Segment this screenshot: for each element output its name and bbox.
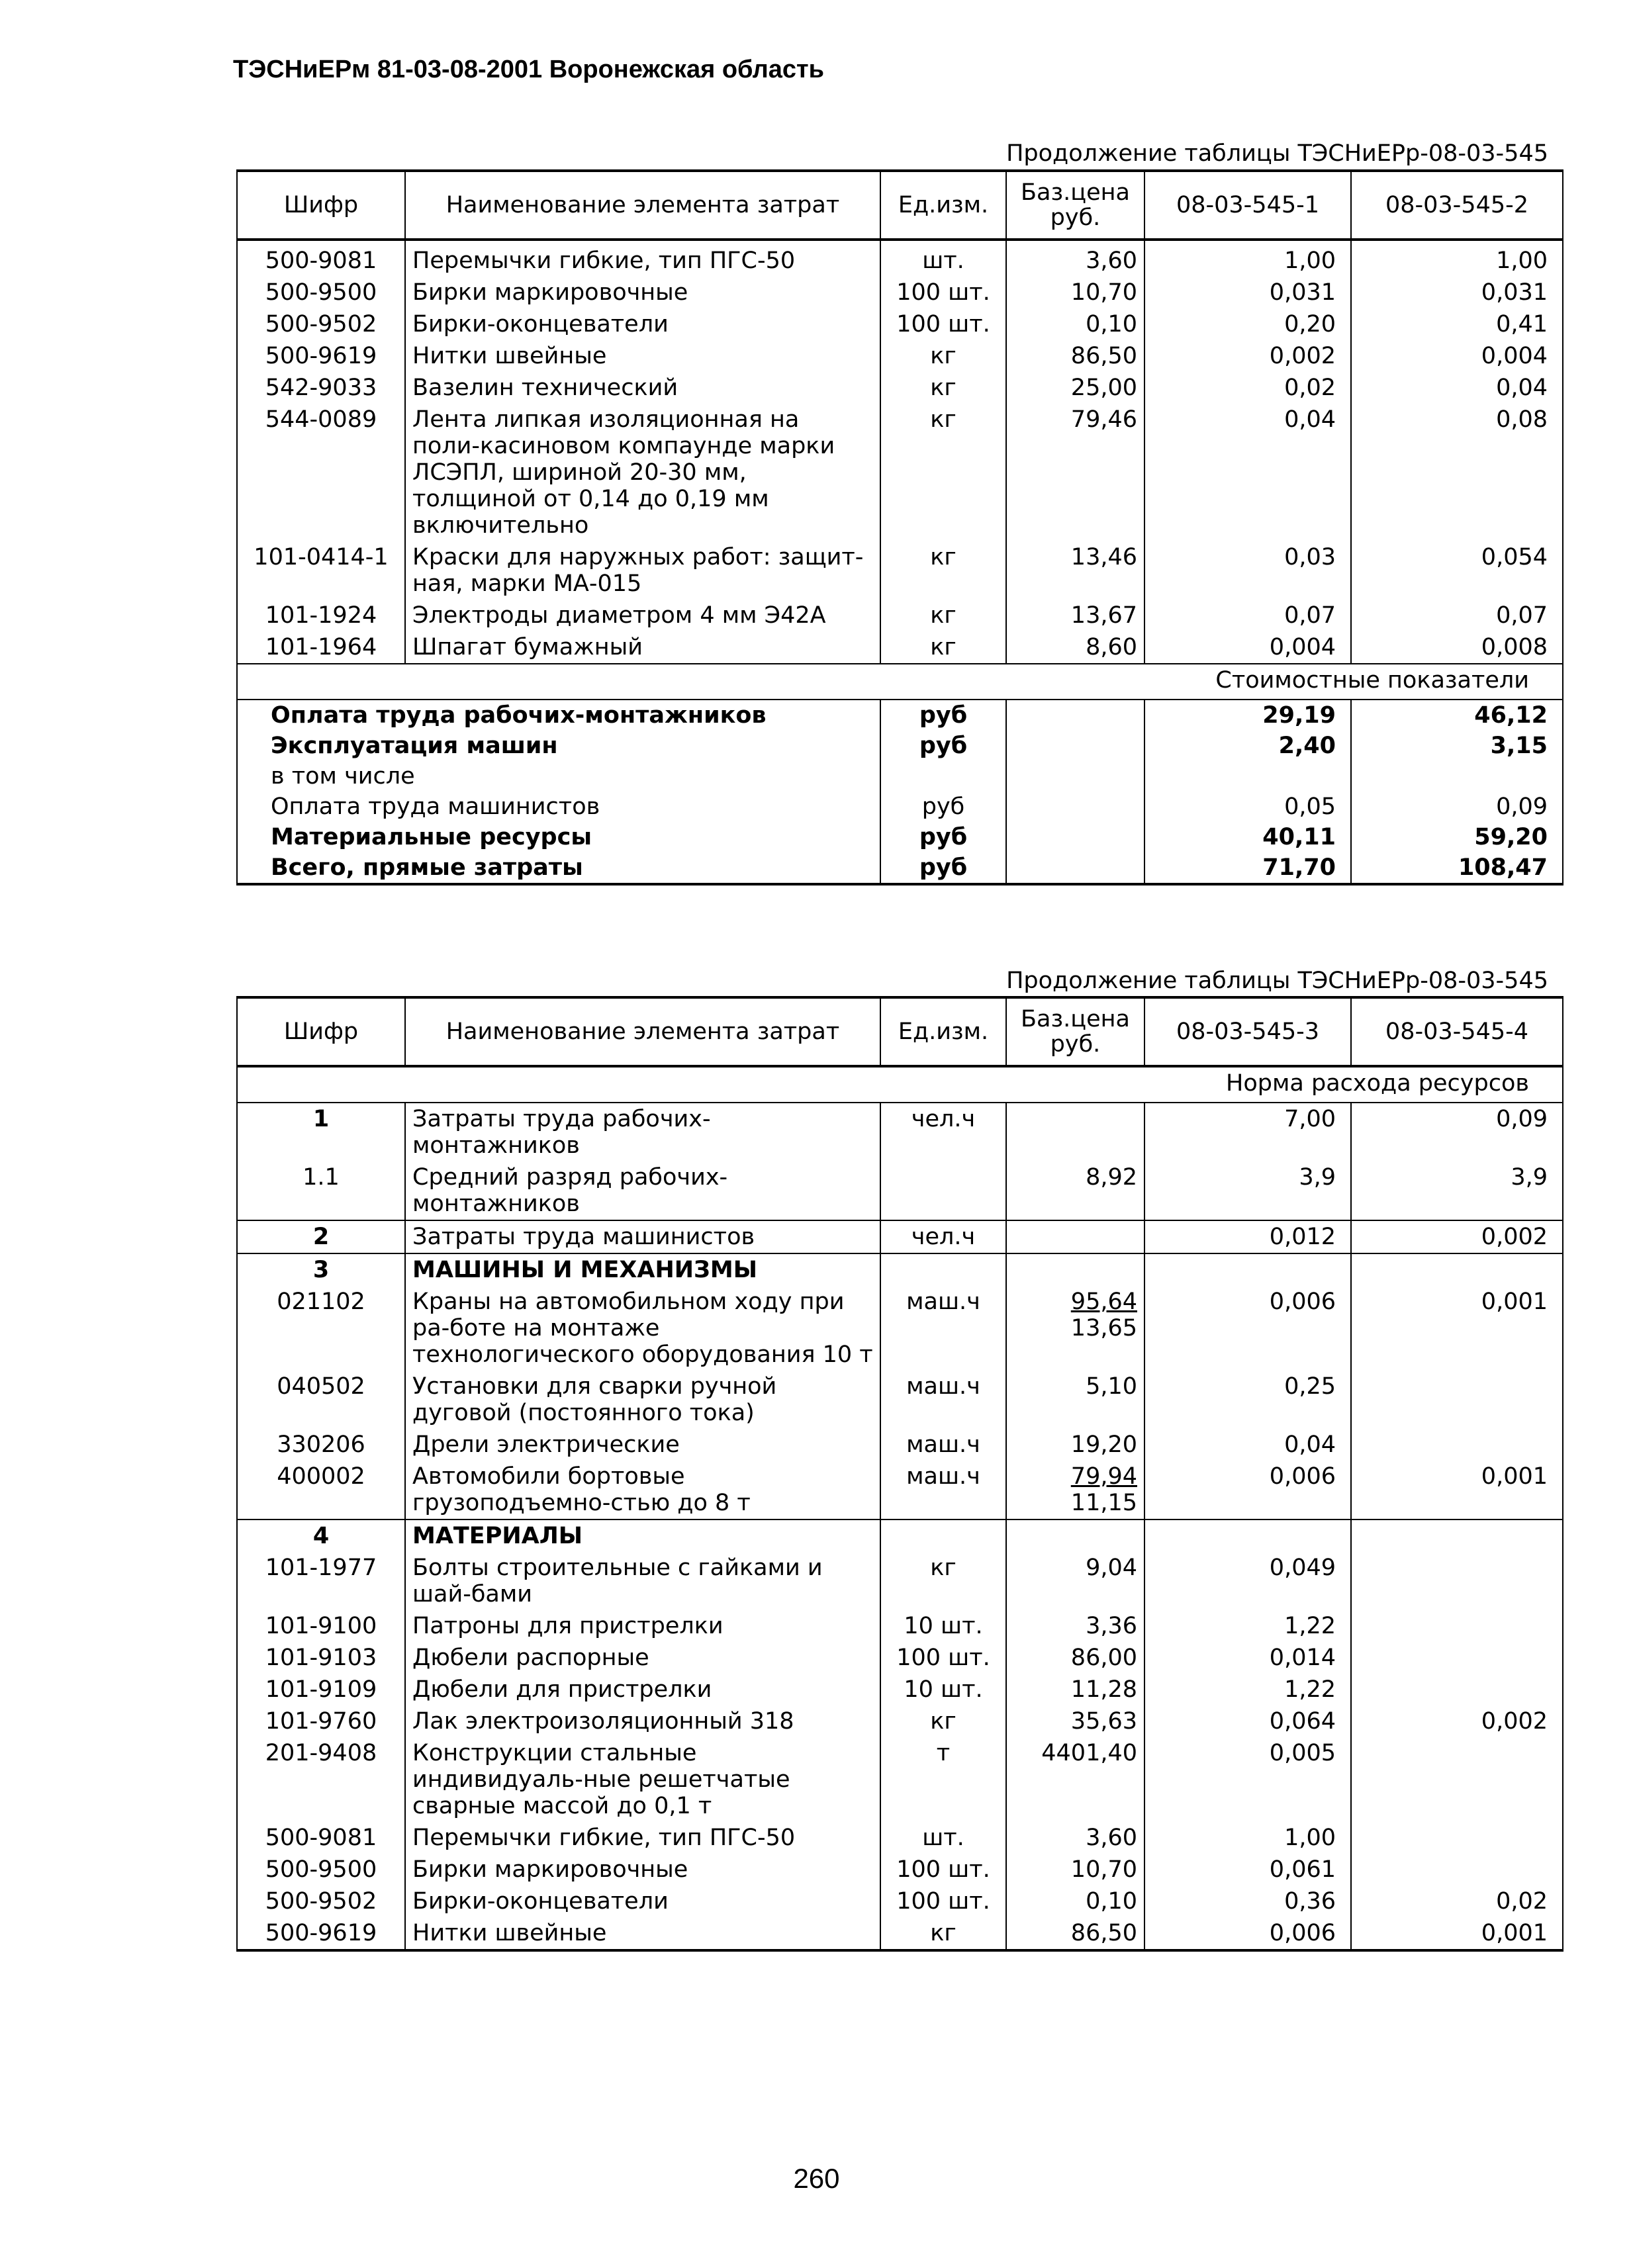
cell-value-1: 0,014 [1144, 1642, 1351, 1674]
cell-value-2 [1351, 1737, 1563, 1822]
cell-price: 4401,40 [1006, 1737, 1144, 1822]
summary-value-2 [1351, 761, 1563, 792]
col-unit-header: Ед.изм. [880, 171, 1006, 240]
cell-code: 544-0089 [237, 404, 405, 541]
table-row [237, 240, 1563, 277]
table-row [237, 1674, 1563, 1705]
cell-code: 500-9502 [237, 308, 405, 340]
cell-name: Лента липкая изоляционная на поли-касиновом компаунде марки ЛСЭПЛ, шириной 20-30 мм, толщиной от 0,14 до 0,19 мм включительно [405, 404, 880, 541]
col-code2-header: 08-03-545-2 [1351, 171, 1563, 240]
table-row [237, 308, 1563, 340]
table-row [237, 1461, 1563, 1520]
col-name-header: Наименование элемента затрат [405, 171, 880, 240]
cell-name: МАШИНЫ И МЕХАНИЗМЫ [405, 1253, 880, 1286]
cell-unit: шт. [880, 240, 1006, 277]
cell-unit: маш.ч [880, 1461, 1006, 1520]
page-header: ТЭСНиЕРм 81-03-08-2001 Воронежская область [233, 56, 824, 83]
cell-code: 542-9033 [237, 372, 405, 404]
table-row [237, 1737, 1563, 1822]
table-row [237, 1854, 1563, 1885]
col-shifr-header: Шифр [237, 997, 405, 1066]
cell-unit: кг [880, 1552, 1006, 1610]
cell-code: 500-9500 [237, 277, 405, 308]
cell-code: 3 [237, 1253, 405, 1286]
table-row [237, 1552, 1563, 1610]
cell-code: 400002 [237, 1461, 405, 1520]
cell-price: 0,10 [1006, 308, 1144, 340]
cell-price [1006, 1253, 1144, 1286]
summary-empty [1006, 700, 1144, 731]
cell-price: 3,60 [1006, 240, 1144, 277]
section-header-row [237, 1253, 1563, 1286]
summary-value-2: 108,47 [1351, 852, 1563, 884]
cell-price: 13,46 [1006, 541, 1144, 600]
cell-name: Краски для наружных работ: защит-ная, марки МА-015 [405, 541, 880, 600]
cell-name: Болты строительные с гайками и шай-бами [405, 1552, 880, 1610]
summary-row [237, 700, 1563, 731]
summary-empty [1006, 852, 1144, 884]
cell-price [1006, 1461, 1144, 1520]
summary-row [237, 761, 1563, 792]
cell-value-1: 1,22 [1144, 1674, 1351, 1705]
summary-empty [1006, 822, 1144, 852]
summary-value-2: 3,15 [1351, 731, 1563, 761]
summary-empty [1006, 792, 1144, 822]
cell-value-1: 0,04 [1144, 1429, 1351, 1461]
cell-code: 500-9081 [237, 1822, 405, 1854]
cell-value-2 [1351, 1674, 1563, 1705]
cell-unit [880, 1520, 1006, 1552]
summary-label: в том числе [237, 761, 880, 792]
cell-code: 500-9619 [237, 1917, 405, 1950]
summary-label: Оплата труда рабочих-монтажников [237, 700, 880, 731]
cell-value-2 [1351, 1429, 1563, 1461]
cell-price: 5,10 [1006, 1371, 1144, 1429]
summary-value-1: 71,70 [1144, 852, 1351, 884]
cell-value-2: 0,41 [1351, 308, 1563, 340]
cell-value-2 [1351, 1371, 1563, 1429]
cell-unit: кг [880, 631, 1006, 664]
summary-label: Оплата труда машинистов [237, 792, 880, 822]
cell-value-1: 0,012 [1144, 1220, 1351, 1253]
table-1 [236, 169, 1563, 885]
cell-value-1 [1144, 1520, 1351, 1552]
cell-value-2 [1351, 1552, 1563, 1610]
table-row [237, 1885, 1563, 1917]
table-row [237, 600, 1563, 631]
cell-price [1006, 1286, 1144, 1371]
cell-value-2: 0,001 [1351, 1917, 1563, 1950]
cell-name: Перемычки гибкие, тип ПГС-50 [405, 240, 880, 277]
cell-value-1: 0,006 [1144, 1461, 1351, 1520]
cell-price: 3,60 [1006, 1822, 1144, 1854]
col-code4-header: 08-03-545-4 [1351, 997, 1563, 1066]
cell-value-2 [1351, 1854, 1563, 1885]
table-row [237, 1286, 1563, 1371]
cell-unit: 10 шт. [880, 1674, 1006, 1705]
cell-name: Дюбели распорные [405, 1642, 880, 1674]
cell-unit: 100 шт. [880, 1885, 1006, 1917]
cell-value-2: 3,9 [1351, 1161, 1563, 1220]
summary-value-1: 29,19 [1144, 700, 1351, 731]
summary-row [237, 731, 1563, 761]
cell-unit [880, 1161, 1006, 1220]
cell-name: Бирки маркировочные [405, 1854, 880, 1885]
summary-unit: руб [880, 792, 1006, 822]
cell-code: 101-9100 [237, 1610, 405, 1642]
cell-value-1: 0,36 [1144, 1885, 1351, 1917]
table-row [237, 1642, 1563, 1674]
cell-value-2: 0,02 [1351, 1885, 1563, 1917]
table-row [237, 1705, 1563, 1737]
cell-code: 201-9408 [237, 1737, 405, 1822]
cell-name: Затраты труда рабочих-монтажников [405, 1103, 880, 1161]
cell-unit: кг [880, 404, 1006, 541]
cell-value-1: 0,061 [1144, 1854, 1351, 1885]
cell-value-1: 0,02 [1144, 372, 1351, 404]
table-row [237, 404, 1563, 541]
cell-value-2 [1351, 1610, 1563, 1642]
cell-unit: кг [880, 372, 1006, 404]
section-title: Норма расхода ресурсов [237, 1066, 1563, 1103]
table-row [237, 277, 1563, 308]
cell-code: 021102 [237, 1286, 405, 1371]
cell-name: Дрели электрические [405, 1429, 880, 1461]
cell-value-2: 0,002 [1351, 1705, 1563, 1737]
cell-value-2 [1351, 1642, 1563, 1674]
cell-value-2: 0,031 [1351, 277, 1563, 308]
cell-value-1: 3,9 [1144, 1161, 1351, 1220]
section-row [237, 664, 1563, 700]
cell-value-1: 0,006 [1144, 1917, 1351, 1950]
cell-code: 101-1924 [237, 600, 405, 631]
section-header-row [237, 1520, 1563, 1552]
summary-row [237, 822, 1563, 852]
summary-empty [1006, 731, 1144, 761]
table-row [237, 1220, 1563, 1253]
cell-price [1006, 1220, 1144, 1253]
cell-value-1: 0,07 [1144, 600, 1351, 631]
summary-value-1: 40,11 [1144, 822, 1351, 852]
table-row [237, 1103, 1563, 1161]
cell-name: Шпагат бумажный [405, 631, 880, 664]
cell-code: 500-9081 [237, 240, 405, 277]
price-value: 95,64 [1070, 1289, 1137, 1315]
cell-price: 8,60 [1006, 631, 1144, 664]
cell-price: 0,10 [1006, 1885, 1144, 1917]
cell-unit: кг [880, 1705, 1006, 1737]
section-title: Стоимостные показатели [237, 664, 1563, 700]
cell-value-2 [1351, 1822, 1563, 1854]
cell-code: 500-9502 [237, 1885, 405, 1917]
section-row [237, 1066, 1563, 1103]
summary-label: Материальные ресурсы [237, 822, 880, 852]
cell-price: 13,67 [1006, 600, 1144, 631]
cell-name: Бирки маркировочные [405, 277, 880, 308]
table-row [237, 541, 1563, 600]
summary-row [237, 792, 1563, 822]
cell-code: 101-0414-1 [237, 541, 405, 600]
cell-name: МАТЕРИАЛЫ [405, 1520, 880, 1552]
table-row [237, 1610, 1563, 1642]
table2-header-row [237, 997, 1563, 1066]
summary-unit: руб [880, 822, 1006, 852]
cell-code: 101-9109 [237, 1674, 405, 1705]
cell-price: 3,36 [1006, 1610, 1144, 1642]
cell-value-2: 0,002 [1351, 1220, 1563, 1253]
table-row [237, 631, 1563, 664]
summary-unit: руб [880, 700, 1006, 731]
table-row [237, 340, 1563, 372]
cell-unit: чел.ч [880, 1103, 1006, 1161]
table2-caption: Продолжение таблицы ТЭСНиЕРр-08-03-545 [1006, 968, 1548, 994]
cell-code: 1 [237, 1103, 405, 1161]
col-name-header: Наименование элемента затрат [405, 997, 880, 1066]
cell-code: 101-1977 [237, 1552, 405, 1610]
cell-value-1: 0,004 [1144, 631, 1351, 664]
cell-price: 8,92 [1006, 1161, 1144, 1220]
summary-unit [880, 761, 1006, 792]
price-value: 79,94 [1070, 1463, 1137, 1490]
cell-code: 101-9103 [237, 1642, 405, 1674]
cell-price: 10,70 [1006, 1854, 1144, 1885]
page-number: 260 [793, 2163, 840, 2194]
col-shifr-header: Шифр [237, 171, 405, 240]
cell-code: 040502 [237, 1371, 405, 1429]
table-2 [236, 996, 1563, 1952]
cell-unit: чел.ч [880, 1220, 1006, 1253]
cell-unit [880, 1253, 1006, 1286]
cell-value-1: 0,04 [1144, 404, 1351, 541]
cell-price: 86,00 [1006, 1642, 1144, 1674]
cell-value-1: 0,002 [1144, 340, 1351, 372]
summary-value-1: 0,05 [1144, 792, 1351, 822]
col-price-header: Баз.цена руб. [1006, 997, 1144, 1066]
cell-price: 79,46 [1006, 404, 1144, 541]
cell-value-1: 0,049 [1144, 1552, 1351, 1610]
cell-name: Краны на автомобильном ходу при ра-боте на монтаже технологического оборудования 10 т [405, 1286, 880, 1371]
cell-unit: маш.ч [880, 1286, 1006, 1371]
cell-value-2 [1351, 1520, 1563, 1552]
cell-code: 1.1 [237, 1161, 405, 1220]
cell-name: Вазелин технический [405, 372, 880, 404]
cell-value-1: 0,006 [1144, 1286, 1351, 1371]
cell-unit: 100 шт. [880, 1854, 1006, 1885]
col-code1-header: 08-03-545-1 [1144, 171, 1351, 240]
cell-value-2: 0,09 [1351, 1103, 1563, 1161]
cell-unit: маш.ч [880, 1429, 1006, 1461]
cell-value-1: 1,00 [1144, 1822, 1351, 1854]
cell-unit: т [880, 1737, 1006, 1822]
summary-unit: руб [880, 731, 1006, 761]
cell-value-2: 0,001 [1351, 1461, 1563, 1520]
summary-empty [1006, 761, 1144, 792]
cell-name: Дюбели для пристрелки [405, 1674, 880, 1705]
cell-price: 9,04 [1006, 1552, 1144, 1610]
cell-name: Перемычки гибкие, тип ПГС-50 [405, 1822, 880, 1854]
cell-name: Средний разряд рабочих-монтажников [405, 1161, 880, 1220]
summary-label: Эксплуатация машин [237, 731, 880, 761]
summary-value-2: 46,12 [1351, 700, 1563, 731]
summary-value-2: 0,09 [1351, 792, 1563, 822]
table1-header-row [237, 171, 1563, 240]
cell-name: Нитки швейные [405, 1917, 880, 1950]
cell-value-2: 0,04 [1351, 372, 1563, 404]
cell-name: Бирки-оконцеватели [405, 308, 880, 340]
cell-price: 25,00 [1006, 372, 1144, 404]
summary-value-2: 59,20 [1351, 822, 1563, 852]
col-code3-header: 08-03-545-3 [1144, 997, 1351, 1066]
cell-price: 10,70 [1006, 277, 1144, 308]
cell-value-2: 0,08 [1351, 404, 1563, 541]
cell-price [1006, 1520, 1144, 1552]
cell-price: 86,50 [1006, 1917, 1144, 1950]
cell-value-1: 0,25 [1144, 1371, 1351, 1429]
cell-code: 330206 [237, 1429, 405, 1461]
table-row [237, 1371, 1563, 1429]
cell-name: Нитки швейные [405, 340, 880, 372]
cell-unit: шт. [880, 1822, 1006, 1854]
cell-value-1: 0,005 [1144, 1737, 1351, 1822]
cell-code: 101-9760 [237, 1705, 405, 1737]
table-row [237, 1161, 1563, 1220]
price-subvalue: 11,15 [1070, 1490, 1137, 1516]
table-row [237, 1429, 1563, 1461]
cell-value-1: 0,031 [1144, 277, 1351, 308]
table-row [237, 1822, 1563, 1854]
cell-unit: 100 шт. [880, 308, 1006, 340]
cell-unit: кг [880, 340, 1006, 372]
cell-price: 35,63 [1006, 1705, 1144, 1737]
summary-row [237, 852, 1563, 884]
cell-value-1 [1144, 1253, 1351, 1286]
cell-code: 500-9619 [237, 340, 405, 372]
cell-code: 101-1964 [237, 631, 405, 664]
cell-value-1: 7,00 [1144, 1103, 1351, 1161]
cell-unit: 10 шт. [880, 1610, 1006, 1642]
cell-price: 11,28 [1006, 1674, 1144, 1705]
cell-name: Электроды диаметром 4 мм Э42А [405, 600, 880, 631]
cell-price [1006, 1103, 1144, 1161]
cell-code: 2 [237, 1220, 405, 1253]
cell-name: Бирки-оконцеватели [405, 1885, 880, 1917]
price-subvalue: 13,65 [1070, 1315, 1137, 1341]
cell-unit: маш.ч [880, 1371, 1006, 1429]
cell-unit: кг [880, 541, 1006, 600]
summary-value-1: 2,40 [1144, 731, 1351, 761]
cell-unit: кг [880, 600, 1006, 631]
cell-value-2: 0,054 [1351, 541, 1563, 600]
cell-value-1: 0,03 [1144, 541, 1351, 600]
cell-unit: 100 шт. [880, 1642, 1006, 1674]
table-row [237, 372, 1563, 404]
cell-value-2 [1351, 1253, 1563, 1286]
table1-caption: Продолжение таблицы ТЭСНиЕРр-08-03-545 [1006, 140, 1548, 167]
cell-price: 19,20 [1006, 1429, 1144, 1461]
summary-label: Всего, прямые затраты [237, 852, 880, 884]
cell-code: 500-9500 [237, 1854, 405, 1885]
col-unit-header: Ед.изм. [880, 997, 1006, 1066]
cell-name: Патроны для пристрелки [405, 1610, 880, 1642]
cell-value-1: 1,22 [1144, 1610, 1351, 1642]
cell-value-2: 1,00 [1351, 240, 1563, 277]
cell-name: Затраты труда машинистов [405, 1220, 880, 1253]
cell-value-1: 1,00 [1144, 240, 1351, 277]
cell-value-1: 0,064 [1144, 1705, 1351, 1737]
cell-value-2: 0,004 [1351, 340, 1563, 372]
cell-value-1: 0,20 [1144, 308, 1351, 340]
cell-value-2: 0,07 [1351, 600, 1563, 631]
col-price-header: Баз.цена руб. [1006, 171, 1144, 240]
cell-code: 4 [237, 1520, 405, 1552]
cell-value-2: 0,001 [1351, 1286, 1563, 1371]
cell-price: 86,50 [1006, 340, 1144, 372]
cell-unit: 100 шт. [880, 277, 1006, 308]
cell-name: Установки для сварки ручной дуговой (постоянного тока) [405, 1371, 880, 1429]
cell-value-2: 0,008 [1351, 631, 1563, 664]
cell-name: Автомобили бортовые грузоподъемно-стью до 8 т [405, 1461, 880, 1520]
cell-name: Лак электроизоляционный 318 [405, 1705, 880, 1737]
summary-value-1 [1144, 761, 1351, 792]
summary-unit: руб [880, 852, 1006, 884]
cell-name: Конструкции стальные индивидуаль-ные решетчатые сварные массой до 0,1 т [405, 1737, 880, 1822]
cell-unit: кг [880, 1917, 1006, 1950]
table-row [237, 1917, 1563, 1950]
